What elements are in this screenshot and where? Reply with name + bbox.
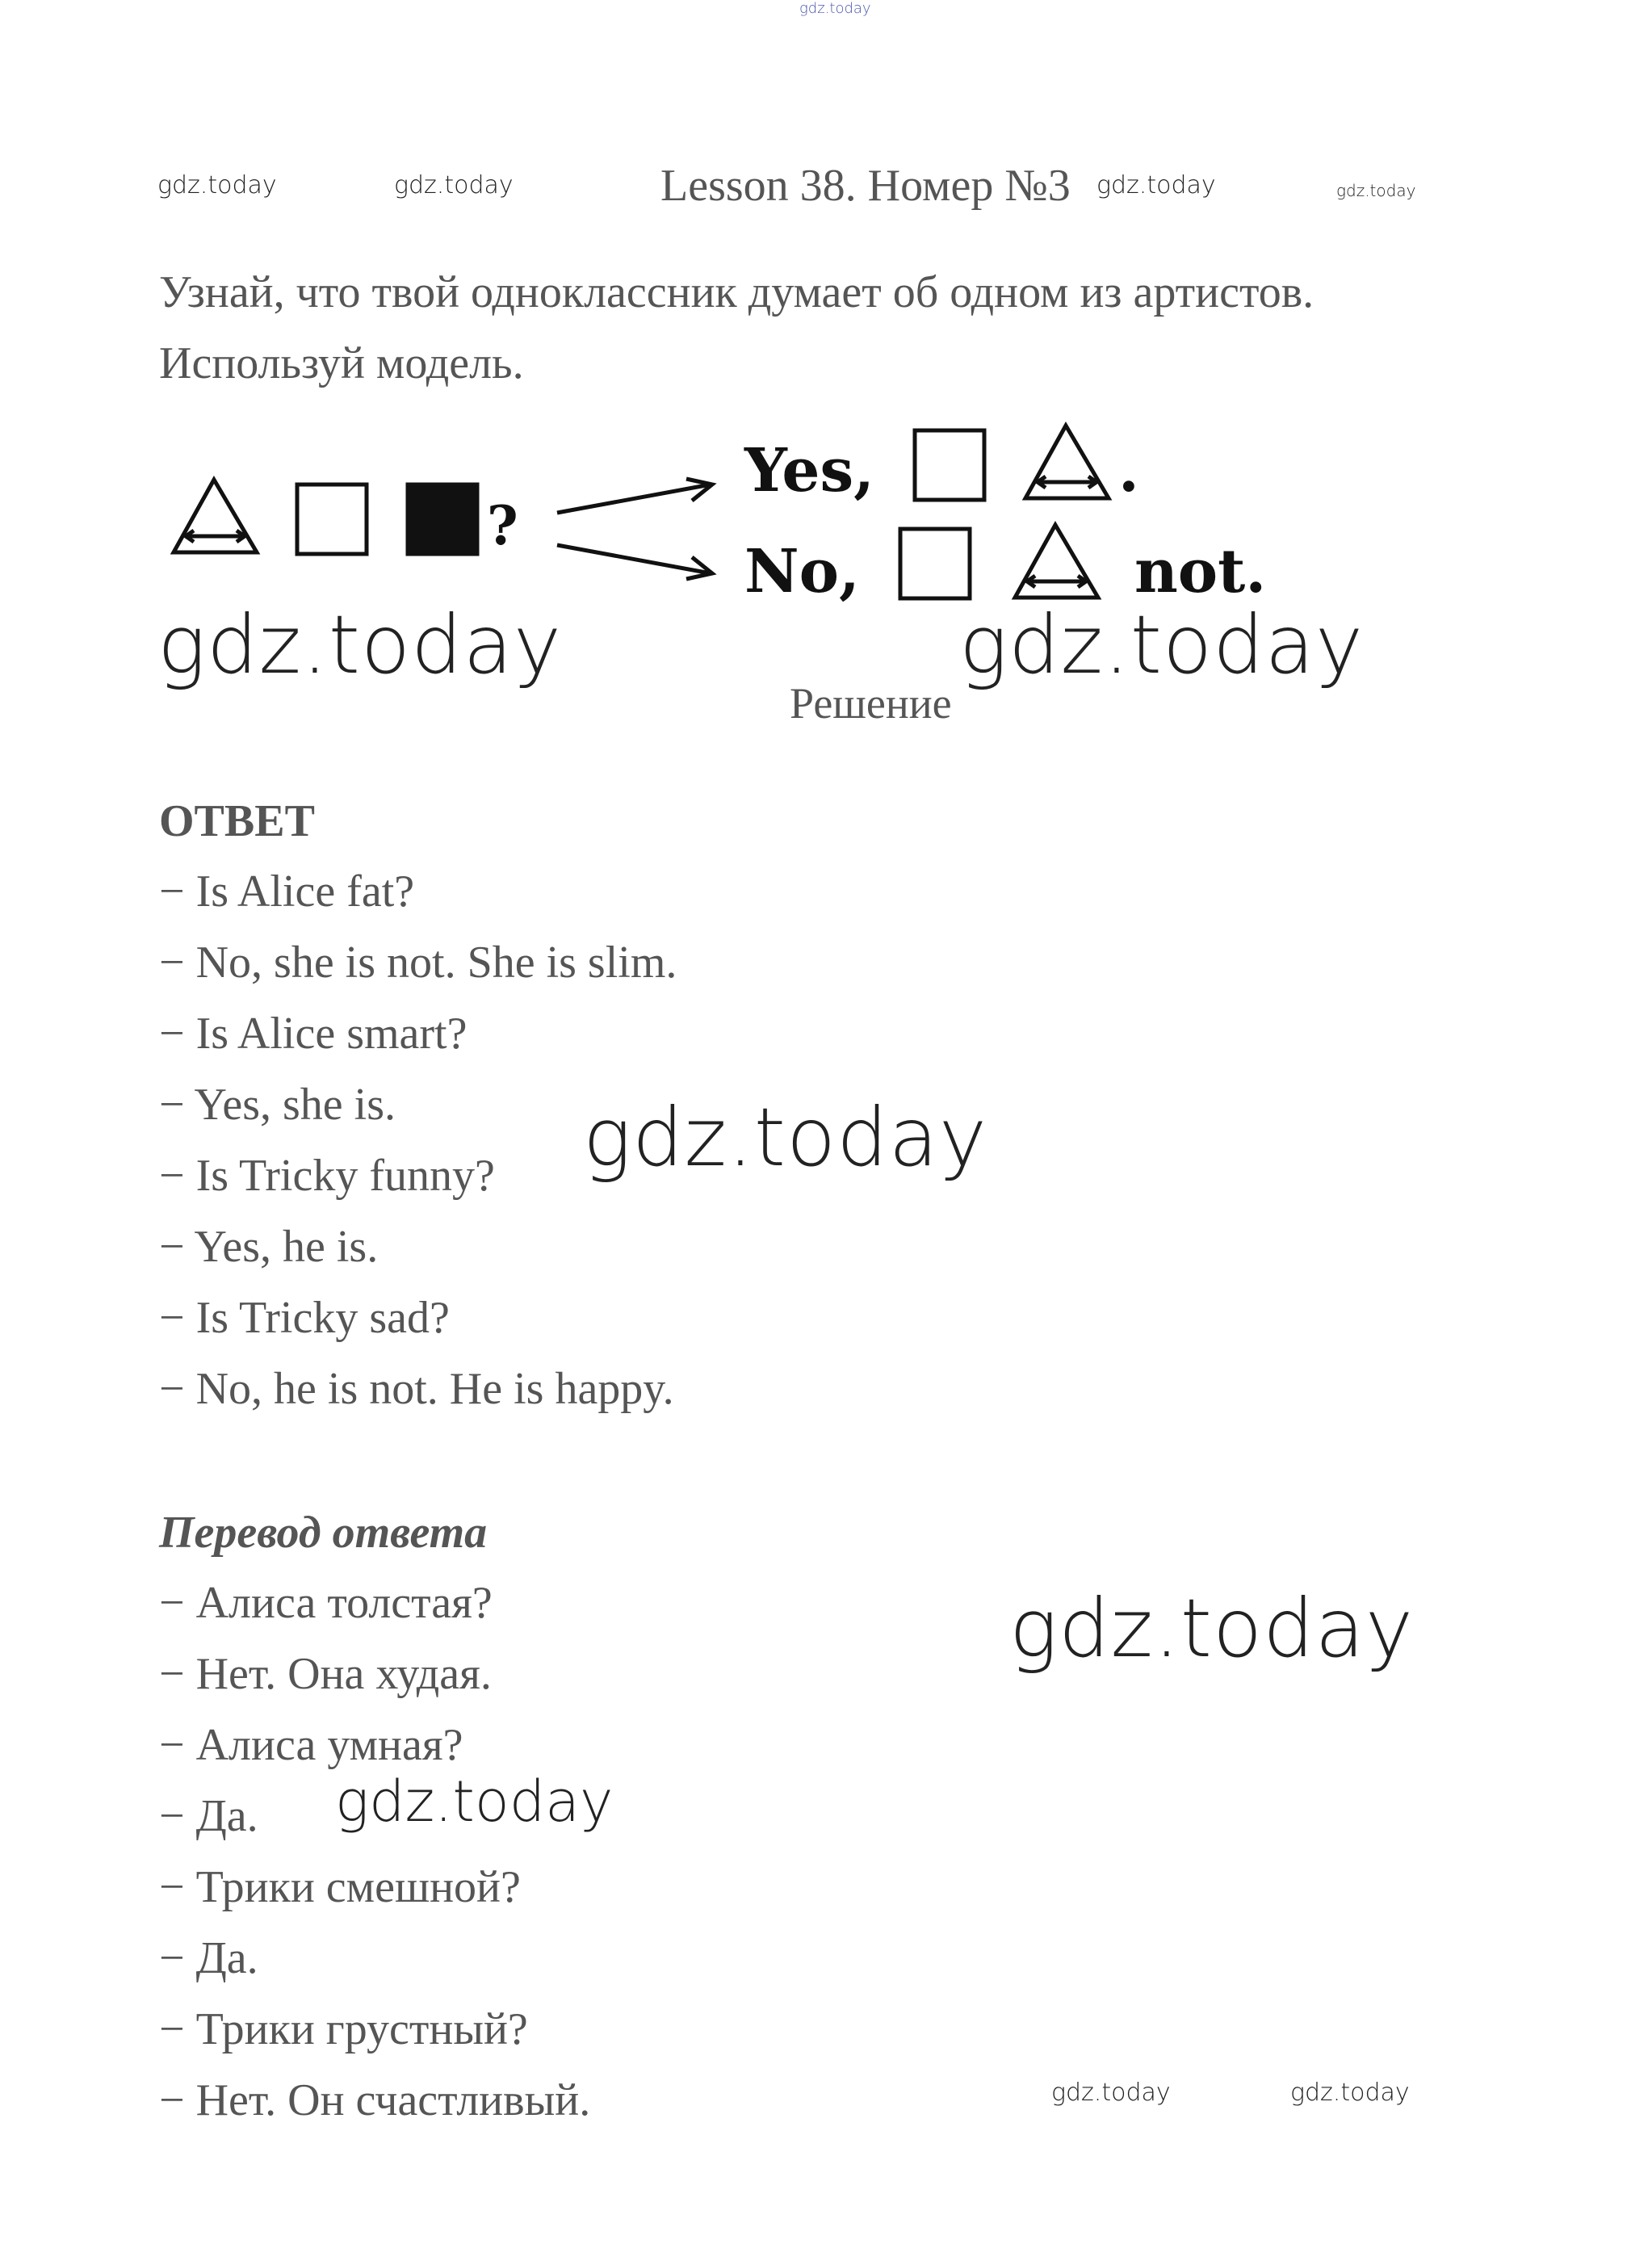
model-question-mark: ? — [487, 494, 518, 557]
translation-line: − Да. — [159, 1791, 258, 1841]
model-period: . — [1118, 436, 1139, 506]
translation-line: − Да. — [159, 1933, 258, 1983]
translation-line: − Алиса толстая? — [159, 1578, 493, 1628]
answer-line: − Is Alice fat? — [159, 866, 415, 917]
watermark: gdz.today — [157, 171, 277, 199]
model-diagram — [0, 0, 1652, 646]
translation-line: − Трики смешной? — [159, 1862, 521, 1912]
watermark: gdz.today — [394, 171, 514, 199]
translation-line: − Нет. Он счастливый. — [159, 2075, 591, 2125]
arrow-to-no-icon — [557, 545, 712, 579]
answer-line: − Is Tricky sad? — [159, 1293, 450, 1343]
watermark-large: gdz.today — [157, 598, 563, 692]
empty-square-icon — [297, 485, 367, 554]
answer-line: − Yes, she is. — [159, 1080, 396, 1130]
model-no-word: No, — [744, 537, 860, 606]
watermark: gdz.today — [1290, 2079, 1410, 2107]
translation-heading: Перевод ответа — [159, 1508, 488, 1558]
answer-line: − Yes, he is. — [159, 1222, 379, 1272]
answer-heading: ОТВЕТ — [159, 796, 315, 846]
translation-line: − Трики грустный? — [159, 2004, 528, 2054]
filled-square-icon — [408, 485, 477, 554]
watermark-medium: gdz.today — [335, 1768, 614, 1835]
answer-line: − No, he is not. He is happy. — [159, 1364, 674, 1414]
no-triangle-adjective-icon — [1015, 525, 1098, 598]
no-empty-square-icon — [900, 529, 970, 598]
answer-line: − Is Alice smart? — [159, 1009, 468, 1059]
yes-empty-square-icon — [915, 430, 984, 500]
arrow-to-yes-icon — [557, 479, 712, 513]
yes-triangle-adjective-icon — [1025, 426, 1109, 498]
answer-line: − No, she is not. She is slim. — [159, 938, 677, 988]
answer-line: − Is Tricky funny? — [159, 1151, 495, 1201]
translation-line: − Алиса умная? — [159, 1720, 463, 1770]
model-not-word: not. — [1134, 537, 1267, 606]
task-text-line-2: Используй модель. — [159, 338, 524, 388]
watermark-large: gdz.today — [959, 598, 1365, 692]
solution-label: Решение — [790, 679, 952, 728]
watermark-large: gdz.today — [583, 1090, 988, 1185]
task-text-line-1: Узнай, что твой одноклассник думает об одном из артистов. — [159, 267, 1314, 317]
watermark: gdz.today — [1336, 181, 1416, 200]
watermark: gdz.today — [1096, 171, 1216, 199]
watermark-large: gdz.today — [1009, 1581, 1415, 1676]
watermark-top: gdz.today — [799, 0, 871, 17]
model-yes-word: Yes, — [744, 436, 874, 506]
translation-line: − Нет. Она худая. — [159, 1649, 492, 1699]
watermark: gdz.today — [1051, 2079, 1171, 2107]
triangle-adjective-icon — [174, 480, 257, 552]
page-title: Lesson 38. Номер №3 — [660, 161, 1071, 211]
